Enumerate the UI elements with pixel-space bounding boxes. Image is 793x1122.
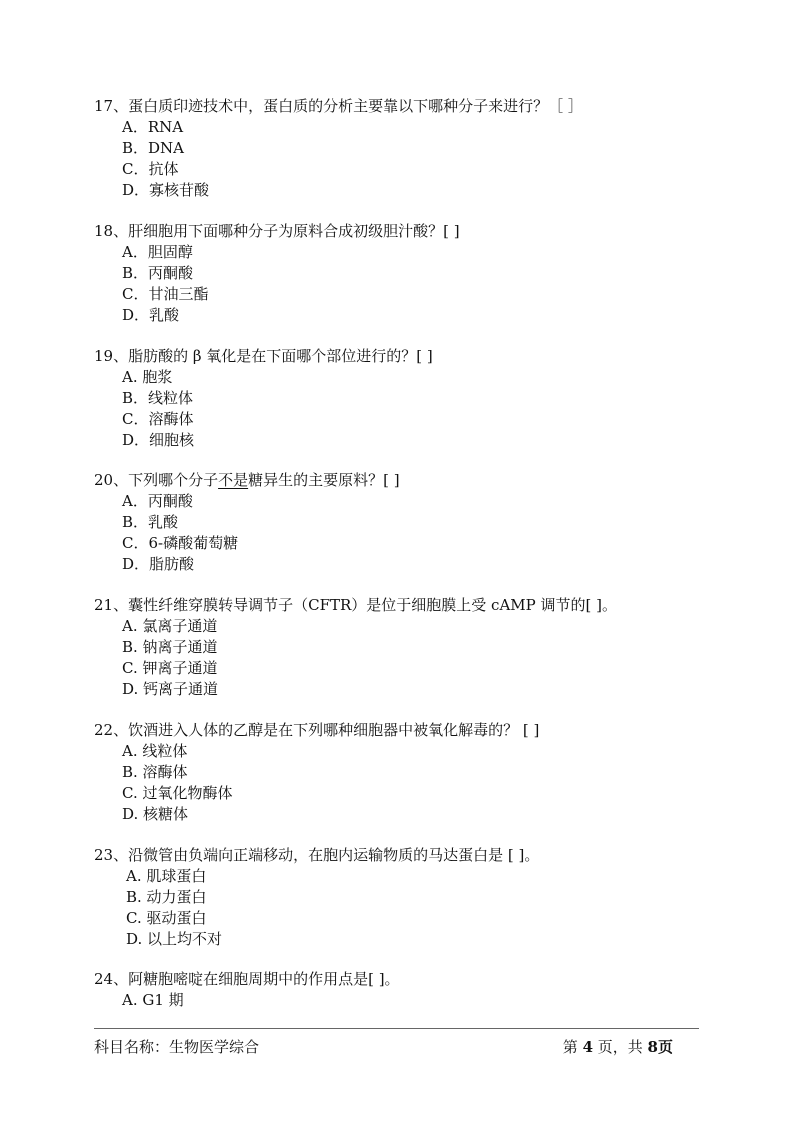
question-17-option-a: A．RNA (122, 118, 184, 136)
question-18-option-c: C．甘油三酯 (122, 285, 209, 303)
question-21-options (122, 616, 704, 700)
question-19-text: 19、脂肪酸的 β 氧化是在下面哪个部位进行的？[ ] (94, 347, 433, 365)
question-23-options (126, 866, 704, 950)
question-18-text: 18、肝细胞用下面哪种分子为原料合成初级胆汁酸？[ ] (94, 222, 460, 240)
question-20-text-after: 糖异生的主要原料？[ ] (248, 471, 400, 489)
question-20-text-underlined: 不是 (218, 471, 249, 489)
footer-page-total: 8 (647, 1038, 658, 1056)
question-18-option-d: D．乳酸 (122, 306, 180, 324)
question-22-option-b: B. 溶酶体 (122, 763, 188, 781)
question-22-option-d: D. 核糖体 (122, 805, 189, 823)
question-17 (94, 96, 704, 201)
question-21-option-a: A. 氯离子通道 (122, 617, 218, 635)
question-22-option-c: C. 过氧化物酶体 (122, 784, 233, 802)
question-23-option-a: A. 肌球蛋白 (126, 867, 207, 885)
footer-page-prefix: 第 (562, 1038, 583, 1056)
question-24 (94, 969, 704, 1011)
question-21-text: 21、囊性纤维穿膜转导调节子（CFTR）是位于细胞膜上受 cAMP 调节的[ ]。 (94, 596, 617, 614)
question-17-option-c: C．抗体 (122, 160, 179, 178)
question-20-options (122, 491, 704, 575)
question-20-option-c: C．6-磷酸葡萄糖 (122, 534, 239, 552)
question-20 (94, 470, 704, 575)
question-23-option-c: C. 驱动蛋白 (126, 909, 207, 927)
question-17-option-b: B．DNA (122, 139, 185, 157)
question-21-option-b: B. 钠离子通道 (122, 638, 218, 656)
question-20-option-b: B．乳酸 (122, 513, 179, 531)
footer-subject-label: 科目名称： (94, 1038, 170, 1056)
question-21-option-d: D. 钙离子通道 (122, 680, 219, 698)
footer-divider (94, 1028, 699, 1029)
question-22-options (122, 741, 704, 825)
question-20-option-a: A．丙酮酸 (122, 492, 193, 510)
question-23-option-d: D. 以上均不对 (126, 930, 223, 948)
question-23-option-b: B. 动力蛋白 (126, 888, 207, 906)
question-17-option-d: D．寡核苷酸 (122, 181, 210, 199)
question-22-text: 22、饮酒进入人体的乙醇是在下列哪种细胞器中被氧化解毒的？ [ ] (94, 721, 540, 739)
question-19-option-d: D．细胞核 (122, 431, 195, 449)
question-19 (94, 346, 704, 451)
footer-page-middle: 页，共 (593, 1038, 648, 1056)
footer-subject (94, 1037, 259, 1057)
question-17-options (122, 117, 704, 201)
question-24-options (122, 990, 704, 1011)
question-22 (94, 720, 704, 825)
question-19-options (122, 367, 704, 451)
question-20-text (94, 470, 704, 491)
question-20-option-d: D．脂肪酸 (122, 555, 195, 573)
question-22-option-a: A. 线粒体 (122, 742, 188, 760)
question-19-option-c: C．溶酶体 (122, 410, 194, 428)
question-24-option-a: A. G1 期 (122, 991, 184, 1009)
question-19-option-b: B．线粒体 (122, 389, 194, 407)
footer-subject-name: 生物医学综合 (169, 1038, 260, 1056)
question-18-option-a: A．胆固醇 (122, 243, 193, 261)
question-17-text: 17、蛋白质印迹技术中，蛋白质的分析主要靠以下哪种分子来进行？［ ］ (94, 97, 583, 115)
footer-page-current: 4 (582, 1038, 593, 1056)
question-19-option-a: A. 胞浆 (122, 368, 173, 386)
question-21-option-c: C. 钾离子通道 (122, 659, 218, 677)
footer-page-number (563, 1037, 673, 1057)
question-18-options (122, 242, 704, 326)
footer-page-suffix: 页 (657, 1038, 673, 1056)
question-23-text: 23、沿微管由负端向正端移动，在胞内运输物质的马达蛋白是 [ ]。 (94, 846, 540, 864)
question-21 (94, 595, 704, 700)
question-18 (94, 221, 704, 326)
question-20-text-before: 20、下列哪个分子 (94, 471, 219, 489)
question-24-text: 24、阿糖胞嘧啶在细胞周期中的作用点是[ ]。 (94, 970, 400, 988)
question-23 (94, 845, 704, 950)
question-18-option-b: B．丙酮酸 (122, 264, 194, 282)
